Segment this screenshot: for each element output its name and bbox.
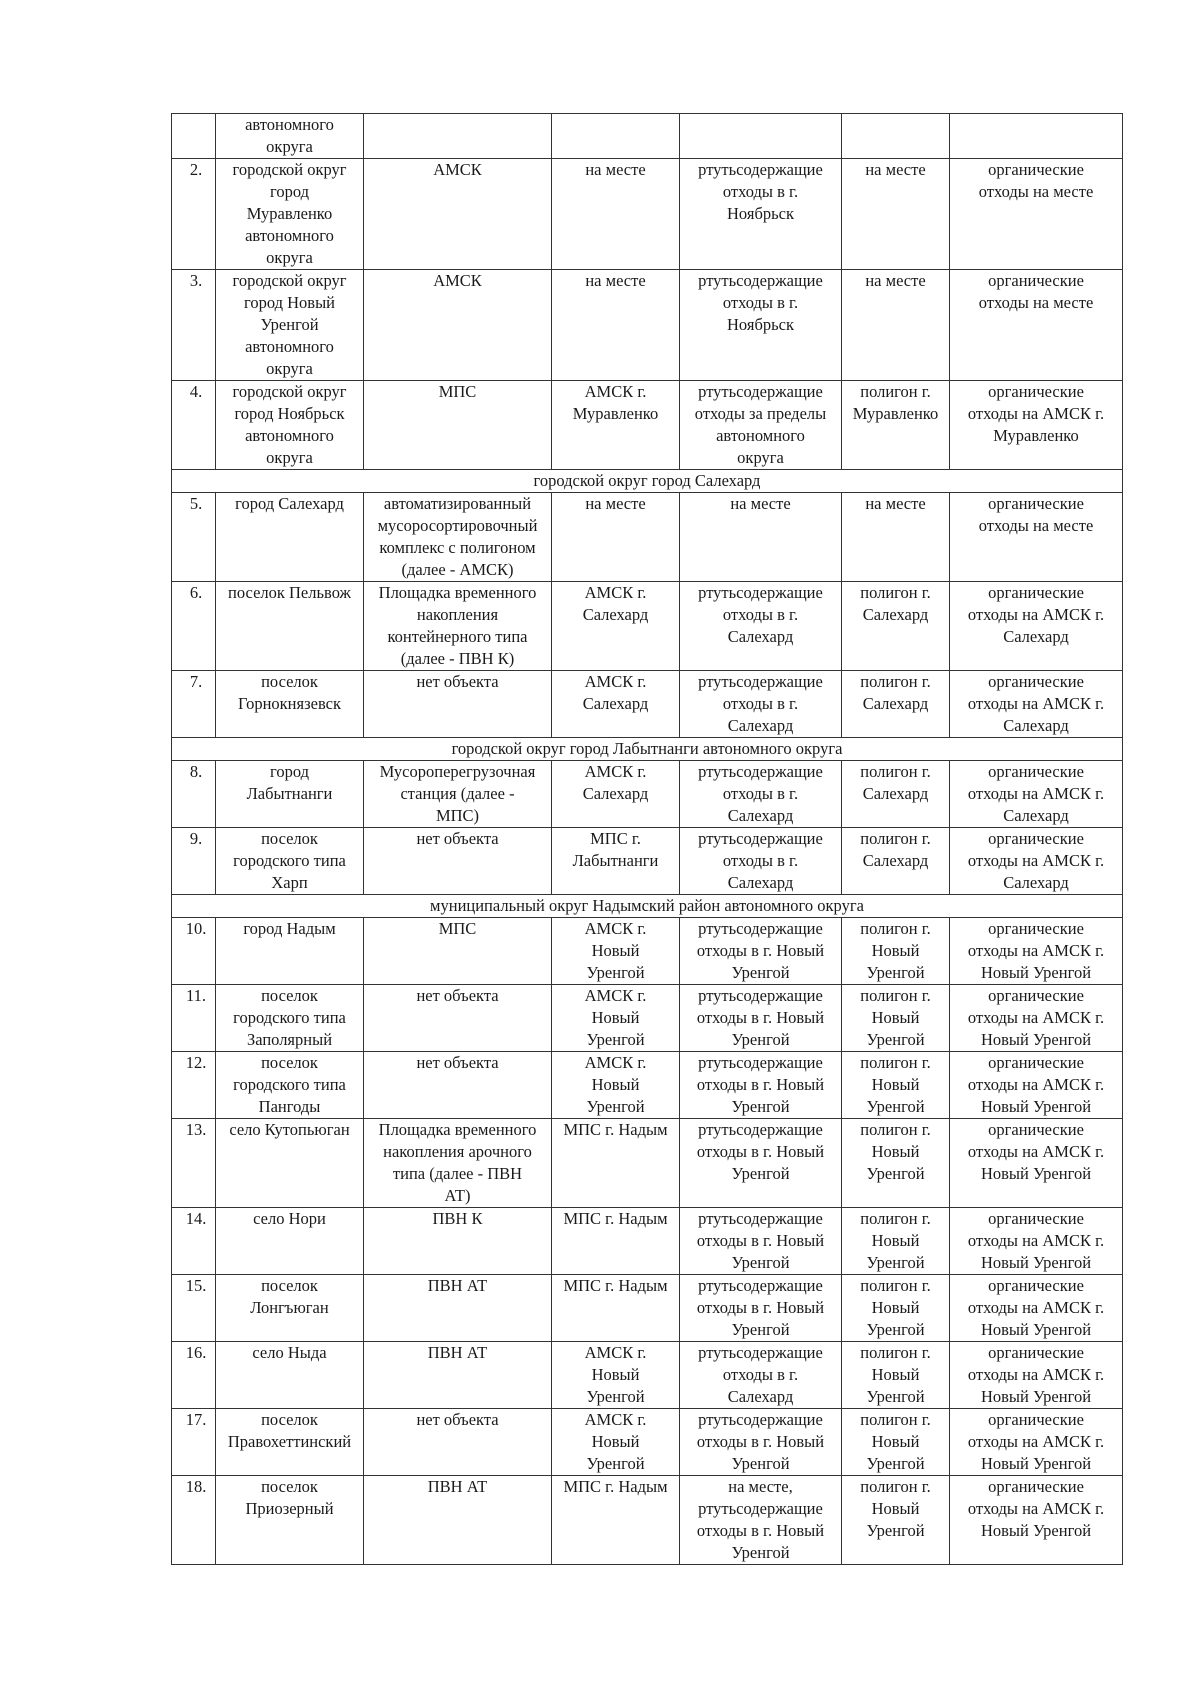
table-cell: ртутьсодержащие отходы в г. Новый Уренгой — [680, 918, 842, 985]
table-row — [172, 1119, 1123, 1208]
table-cell: органические отходы на АМСК г. Новый Уренгой — [950, 918, 1123, 985]
table-cell: полигон г. Салехард — [842, 761, 950, 828]
table-cell — [950, 114, 1123, 159]
table-row — [172, 985, 1123, 1052]
table-cell: полигон г. Новый Уренгой — [842, 1208, 950, 1275]
table-cell: полигон г. Новый Уренгой — [842, 1409, 950, 1476]
table-row — [172, 1208, 1123, 1275]
table-cell: полигон г. Салехард — [842, 582, 950, 671]
table-cell: МПС — [364, 381, 552, 470]
table-cell: МПС — [364, 918, 552, 985]
table-cell: полигон г. Новый Уренгой — [842, 918, 950, 985]
table-cell: на месте — [552, 159, 680, 270]
table-cell: органические отходы на АМСК г. Новый Уренгой — [950, 1409, 1123, 1476]
row-number: 12. — [172, 1052, 216, 1119]
table-cell: органические отходы на АМСК г. Салехард — [950, 671, 1123, 738]
table-cell: Площадка временного накопления контейнерного типа (далее - ПВН К) — [364, 582, 552, 671]
table-cell: городской округ город Новый Уренгой автономного округа — [216, 270, 364, 381]
table-cell: ртутьсодержащие отходы в г. Салехард — [680, 671, 842, 738]
section-title: городской округ город Салехард — [172, 470, 1123, 493]
table-cell — [552, 114, 680, 159]
table-cell: нет объекта — [364, 671, 552, 738]
table-cell: ртутьсодержащие отходы в г. Новый Уренгой — [680, 985, 842, 1052]
table-cell: АМСК г. Новый Уренгой — [552, 1409, 680, 1476]
table-cell: органические отходы на АМСК г. Салехард — [950, 828, 1123, 895]
table-cell: ПВН АТ — [364, 1342, 552, 1409]
table-cell: органические отходы на АМСК г. Муравленко — [950, 381, 1123, 470]
row-number: 11. — [172, 985, 216, 1052]
table-cell: на месте — [552, 270, 680, 381]
table-row — [172, 671, 1123, 738]
table-cell: полигон г. Салехард — [842, 671, 950, 738]
table-cell: на месте, ртутьсодержащие отходы в г. Новый Уренгой — [680, 1476, 842, 1565]
table-cell: органические отходы на АМСК г. Салехард — [950, 761, 1123, 828]
table-row — [172, 381, 1123, 470]
table-cell: АМСК г. Новый Уренгой — [552, 918, 680, 985]
table-row — [172, 828, 1123, 895]
row-number: 4. — [172, 381, 216, 470]
table-cell: полигон г. Муравленко — [842, 381, 950, 470]
table-cell: АМСК г. Салехард — [552, 671, 680, 738]
table-cell — [842, 114, 950, 159]
table-cell: ртутьсодержащие отходы в г. Салехард — [680, 761, 842, 828]
table-cell: органические отходы на АМСК г. Новый Уренгой — [950, 1052, 1123, 1119]
table-row — [172, 761, 1123, 828]
table-cell: МПС г. Лабытнанги — [552, 828, 680, 895]
table-cell: ртутьсодержащие отходы в г. Новый Уренгой — [680, 1052, 842, 1119]
table-cell: органические отходы на АМСК г. Новый Уренгой — [950, 1342, 1123, 1409]
table-row — [172, 1275, 1123, 1342]
section-title: городской округ город Лабытнанги автономного округа — [172, 738, 1123, 761]
row-number: 16. — [172, 1342, 216, 1409]
table-row — [172, 159, 1123, 270]
table-cell: на месте — [842, 159, 950, 270]
row-number: 18. — [172, 1476, 216, 1565]
table-cell: МПС г. Надым — [552, 1476, 680, 1565]
table-cell: поселок городского типа Пангоды — [216, 1052, 364, 1119]
table-cell: поселок Пельвож — [216, 582, 364, 671]
row-number: 8. — [172, 761, 216, 828]
table-row — [172, 1409, 1123, 1476]
table-cell: нет объекта — [364, 985, 552, 1052]
table-cell: городской округ город Муравленко автономного округа — [216, 159, 364, 270]
table-row — [172, 918, 1123, 985]
table-cell: АМСК г. Салехард — [552, 582, 680, 671]
table-row — [172, 1476, 1123, 1565]
table-cell: органические отходы на месте — [950, 159, 1123, 270]
row-number: 17. — [172, 1409, 216, 1476]
table-cell: нет объекта — [364, 1052, 552, 1119]
row-number: 13. — [172, 1119, 216, 1208]
table-cell: городской округ город Ноябрьск автономного округа — [216, 381, 364, 470]
table-cell: органические отходы на АМСК г. Новый Уренгой — [950, 1119, 1123, 1208]
table-cell: нет объекта — [364, 1409, 552, 1476]
table-cell: МПС г. Надым — [552, 1119, 680, 1208]
table-cell: поселок городского типа Заполярный — [216, 985, 364, 1052]
table-cell: органические отходы на месте — [950, 270, 1123, 381]
row-number: 2. — [172, 159, 216, 270]
table-cell — [680, 114, 842, 159]
row-number: 7. — [172, 671, 216, 738]
table-row — [172, 493, 1123, 582]
row-number: 14. — [172, 1208, 216, 1275]
table-cell: город Салехард — [216, 493, 364, 582]
table-cell: полигон г. Новый Уренгой — [842, 1476, 950, 1565]
table-cell: полигон г. Новый Уренгой — [842, 1342, 950, 1409]
table-cell: село Нори — [216, 1208, 364, 1275]
table-cell: ртутьсодержащие отходы в г. Салехард — [680, 828, 842, 895]
table-body — [172, 114, 1123, 1565]
section-header-row — [172, 470, 1123, 493]
table-cell: на месте — [680, 493, 842, 582]
table-cell: АМСК г. Новый Уренгой — [552, 1052, 680, 1119]
table-cell: полигон г. Салехард — [842, 828, 950, 895]
table-cell: на месте — [842, 270, 950, 381]
table-row — [172, 114, 1123, 159]
table-cell: органические отходы на АМСК г. Новый Уренгой — [950, 1208, 1123, 1275]
row-number — [172, 114, 216, 159]
table-cell: АМСК — [364, 270, 552, 381]
section-title: муниципальный округ Надымский район автономного округа — [172, 895, 1123, 918]
table-cell: Мусороперегрузочная станция (далее - МПС) — [364, 761, 552, 828]
table-cell: полигон г. Новый Уренгой — [842, 1052, 950, 1119]
table-cell: поселок Правохеттинский — [216, 1409, 364, 1476]
section-header-row — [172, 738, 1123, 761]
table-cell: на месте — [552, 493, 680, 582]
table-cell: органические отходы на АМСК г. Салехард — [950, 582, 1123, 671]
table-cell: АМСК — [364, 159, 552, 270]
table-cell: органические отходы на АМСК г. Новый Уренгой — [950, 1476, 1123, 1565]
table-cell: ПВН АТ — [364, 1275, 552, 1342]
table-cell: на месте — [842, 493, 950, 582]
table-cell: ПВН К — [364, 1208, 552, 1275]
table-cell: ртутьсодержащие отходы в г. Салехард — [680, 1342, 842, 1409]
table-cell: АМСК г. Салехард — [552, 761, 680, 828]
table-row — [172, 582, 1123, 671]
table-cell: ртутьсодержащие отходы в г. Ноябрьск — [680, 159, 842, 270]
table-cell: полигон г. Новый Уренгой — [842, 985, 950, 1052]
table-cell: ртутьсодержащие отходы в г. Новый Уренгой — [680, 1208, 842, 1275]
table-cell: АМСК г. Новый Уренгой — [552, 985, 680, 1052]
table-cell: поселок Приозерный — [216, 1476, 364, 1565]
table-cell: органические отходы на АМСК г. Новый Уренгой — [950, 1275, 1123, 1342]
table-cell: ртутьсодержащие отходы в г. Новый Уренгой — [680, 1275, 842, 1342]
table-cell: ртутьсодержащие отходы за пределы автономного округа — [680, 381, 842, 470]
table-cell: село Ныда — [216, 1342, 364, 1409]
table-cell: ПВН АТ — [364, 1476, 552, 1565]
table-cell: МПС г. Надым — [552, 1208, 680, 1275]
table-cell: автоматизированный мусоросортировочный комплекс с полигоном (далее - АМСК) — [364, 493, 552, 582]
table-cell: органические отходы на АМСК г. Новый Уренгой — [950, 985, 1123, 1052]
table-row — [172, 1342, 1123, 1409]
table-cell: ртутьсодержащие отходы в г. Салехард — [680, 582, 842, 671]
table-cell: Площадка временного накопления арочного типа (далее - ПВН АТ) — [364, 1119, 552, 1208]
table-cell: АМСК г. Муравленко — [552, 381, 680, 470]
table-cell — [364, 114, 552, 159]
table-cell: МПС г. Надым — [552, 1275, 680, 1342]
table-cell: город Лабытнанги — [216, 761, 364, 828]
table-cell: нет объекта — [364, 828, 552, 895]
table-cell: поселок городского типа Харп — [216, 828, 364, 895]
table-cell: полигон г. Новый Уренгой — [842, 1119, 950, 1208]
table-cell: поселок Лонгъюган — [216, 1275, 364, 1342]
row-number: 6. — [172, 582, 216, 671]
row-number: 3. — [172, 270, 216, 381]
table-cell: ртутьсодержащие отходы в г. Ноябрьск — [680, 270, 842, 381]
table-cell: АМСК г. Новый Уренгой — [552, 1342, 680, 1409]
table-cell: автономного округа — [216, 114, 364, 159]
table-row — [172, 1052, 1123, 1119]
table-cell: поселок Горнокнязевск — [216, 671, 364, 738]
waste-facilities-table — [171, 113, 1123, 1565]
row-number: 5. — [172, 493, 216, 582]
table-cell: органические отходы на месте — [950, 493, 1123, 582]
section-header-row — [172, 895, 1123, 918]
table-cell: ртутьсодержащие отходы в г. Новый Уренгой — [680, 1409, 842, 1476]
table-cell: полигон г. Новый Уренгой — [842, 1275, 950, 1342]
table-cell: село Кутопьюган — [216, 1119, 364, 1208]
row-number: 10. — [172, 918, 216, 985]
table-cell: ртутьсодержащие отходы в г. Новый Уренгой — [680, 1119, 842, 1208]
table-cell: город Надым — [216, 918, 364, 985]
row-number: 9. — [172, 828, 216, 895]
table-row — [172, 270, 1123, 381]
row-number: 15. — [172, 1275, 216, 1342]
